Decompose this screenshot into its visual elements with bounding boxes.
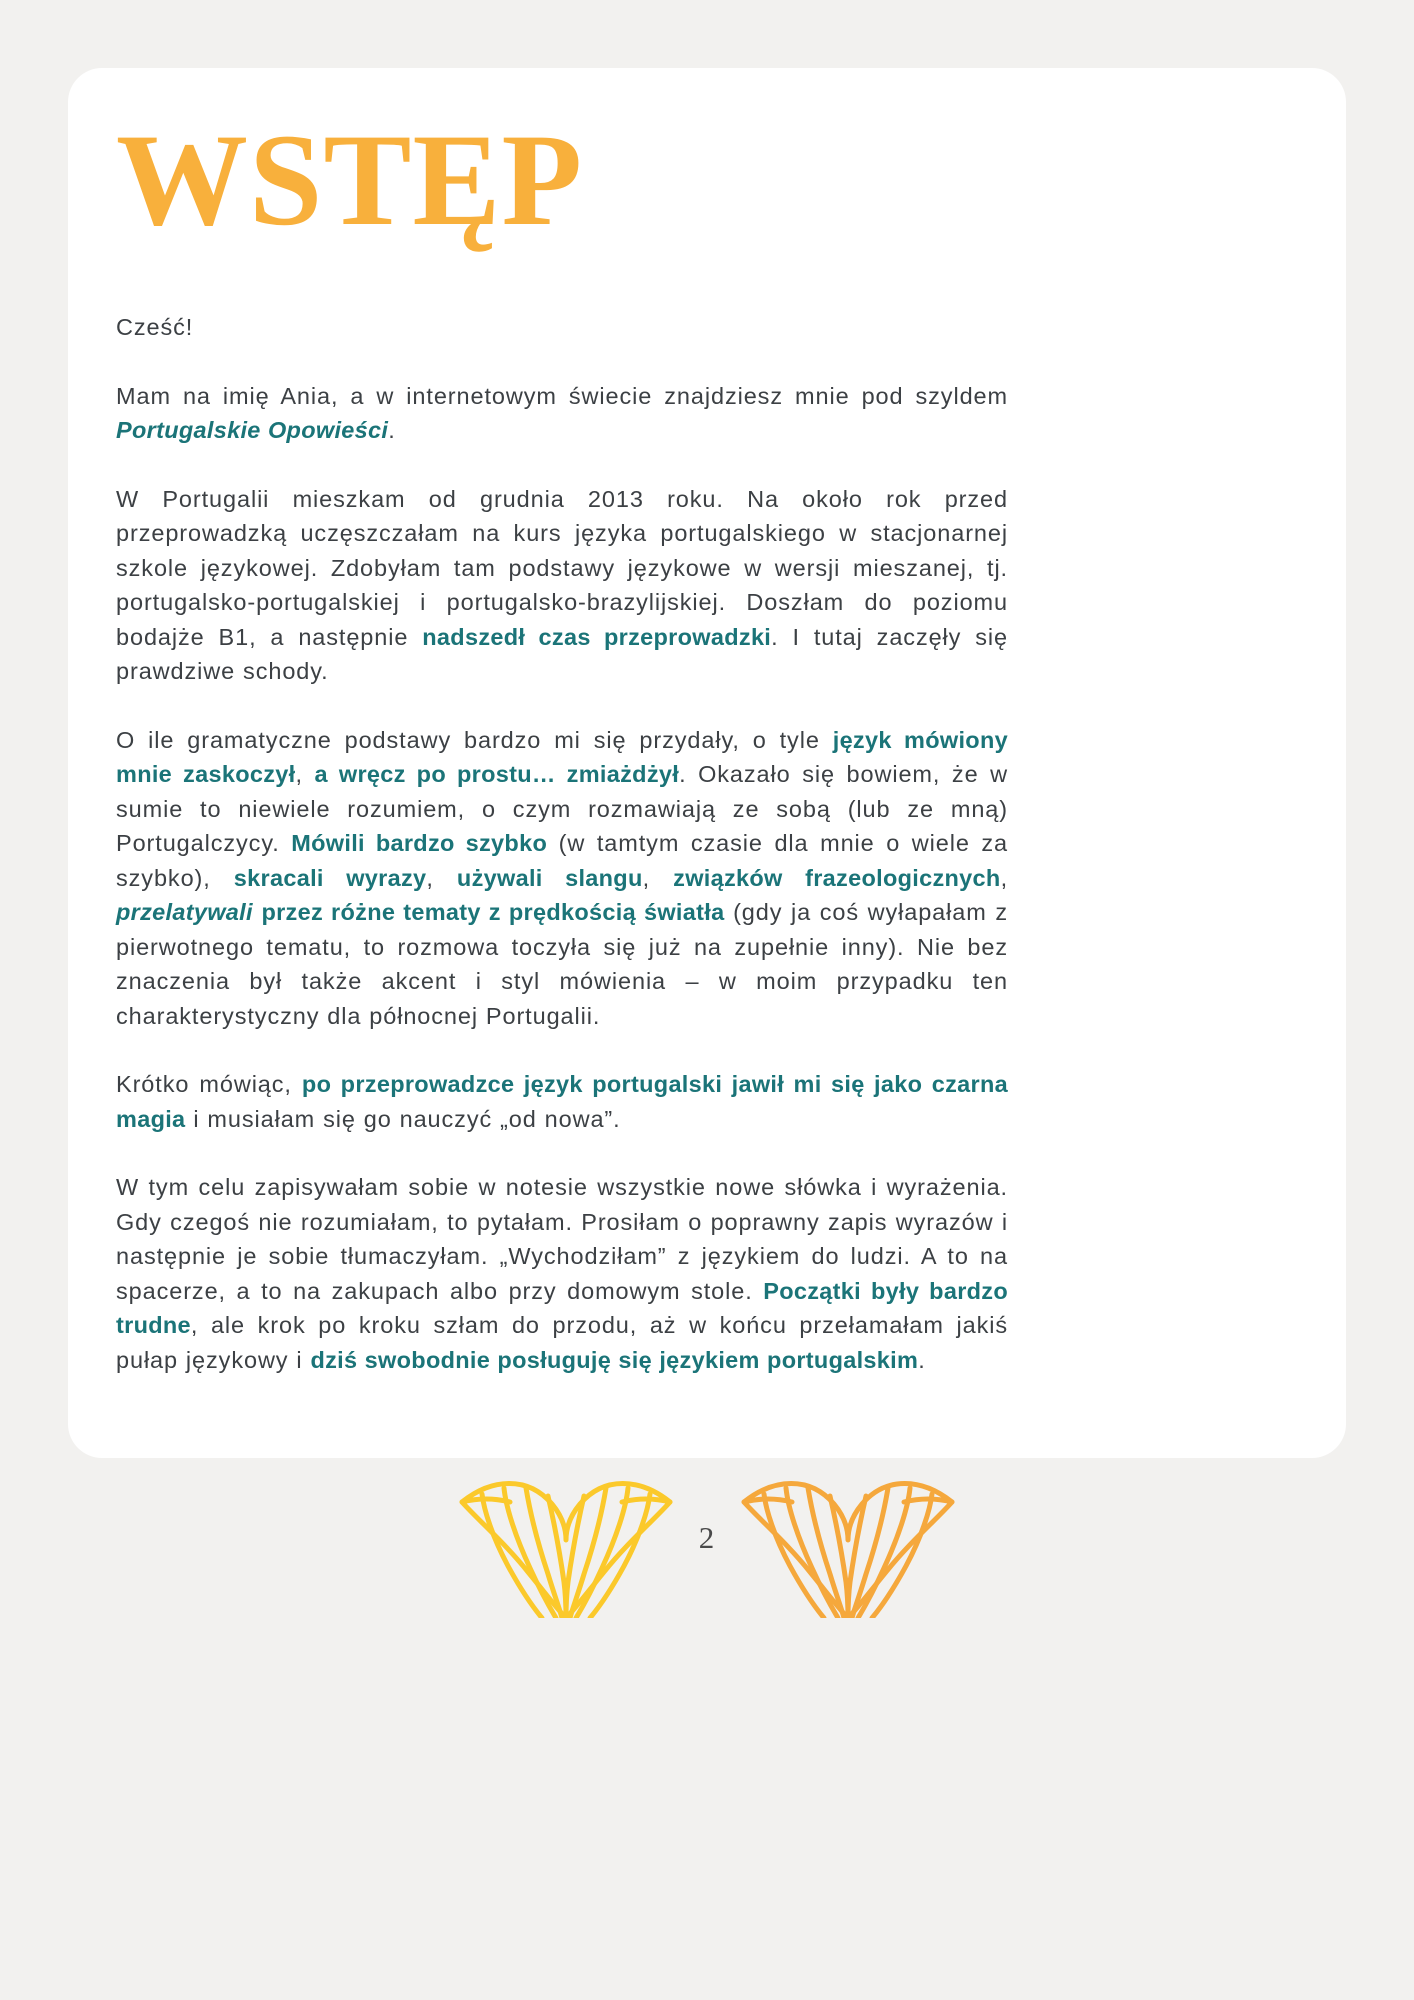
content-card (68, 68, 1346, 1458)
emphasis-text: język mówiony mnie zaskoczył (116, 726, 1008, 787)
emphasis-text: dziś swobodnie posługuję się językiem portugalskim (310, 1346, 919, 1373)
paragraph-spoken-language-shock: O ile gramatyczne podstawy bardzo mi się przydały, o tyle język mówiony mnie zaskoczył, a wręcz po prostu… zmiażdżył. Okazało się bowiem, że w sumie to niewiele rozumiem, o czym rozmawiają ze sobą (lub ze mną) Portugalczycy. Mówili bardzo szybko (w tamtym czasie dla mnie o wiele za szybko), skracali wyrazy, używali slangu, związków frazeologicznych, przelatywali przez różne tematy z prędkością światła (gdy ja coś wyłapałam z pierwotnego tematu, to rozmowa toczyła się już na zupełnie inny). Nie bez znaczenia był także akcent i styl mówienia – w moim przypadku ten charakterystyczny dla północnej Portugalii. (116, 726, 1009, 1029)
emphasis-text: przez różne tematy z prędkością światła (261, 899, 725, 925)
page-number: 2 (698, 1520, 716, 1555)
emphasis-text: używali slangu (456, 864, 643, 891)
emphasis-text: nadszedł czas przeprowadzki (422, 623, 772, 650)
paragraph-black-magic: Krótko mówiąc, po przeprowadzce język portugalski jawił mi się jako czarna magia i musiałam się go nauczyć „od nowa”. (116, 1071, 1008, 1132)
emphasis-text: związków frazeologicznych (673, 864, 1001, 891)
paragraph-portugal-since-2013: W Portugalii mieszkam od grudnia 2013 roku. Na około rok przed przeprowadzką uczęszczałam na kurs języka portugalskiego w stacjonarnej szkole językowej. Zdobyłam tam podstawy językowe w wersji mieszanej, tj. portugalsko-portugalskiej i portugalsko-brazylijskiej. Doszłam do poziomu bodajże B1, a następnie nadszedł czas przeprowadzki. I tutaj zaczęły się prawdziwe schody. (116, 485, 1008, 684)
emphasis-text: a wręcz po prostu… zmiażdżył (314, 761, 680, 787)
body-text-column (116, 274, 1008, 1377)
page-footer (0, 1468, 1414, 2000)
content-card-inner (112, 106, 1302, 1428)
page-title: WSTĘP (116, 106, 584, 253)
emphasis-text: skracali wyrazy (233, 864, 427, 891)
emphasis-text: Mówili bardzo szybko (291, 830, 548, 856)
paragraph-greeting: Cześć! (116, 314, 194, 340)
emphasis-text: Początki były bardzo trudne (116, 1277, 1008, 1338)
emphasis-text: po przeprowadzce język portugalski jawił mi się jako czarna magia (116, 1071, 1008, 1132)
paragraph-learning-method: W tym celu zapisywałam sobie w notesie wszystkie nowe słówka i wyrażenia. Gdy czegoś nie rozumiałam, to pytałam. Prosiłam o poprawny zapis wyrazów i następnie je sobie tłumaczyłam. „Wychodziłam” z językiem do ludzi. A to na spacerze, a to na zakupach albo przy domowym stole. Początki były bardzo trudne, ale krok po kroku szłam do przodu, aż w końcu przełamałam jakiś pułap językowy i dziś swobodnie posługuję się językiem portugalskim. (116, 1174, 1008, 1373)
paragraph-intro-name: Mam na imię Ania, a w internetowym świecie znajdziesz mnie pod szyldem Portugalskie Opowieści. (116, 382, 1008, 443)
footer-ornaments (0, 1468, 1414, 1648)
emphasis-text: Portugalskie Opowieści (116, 417, 389, 443)
emphasis-text: przelatywali (116, 899, 253, 925)
